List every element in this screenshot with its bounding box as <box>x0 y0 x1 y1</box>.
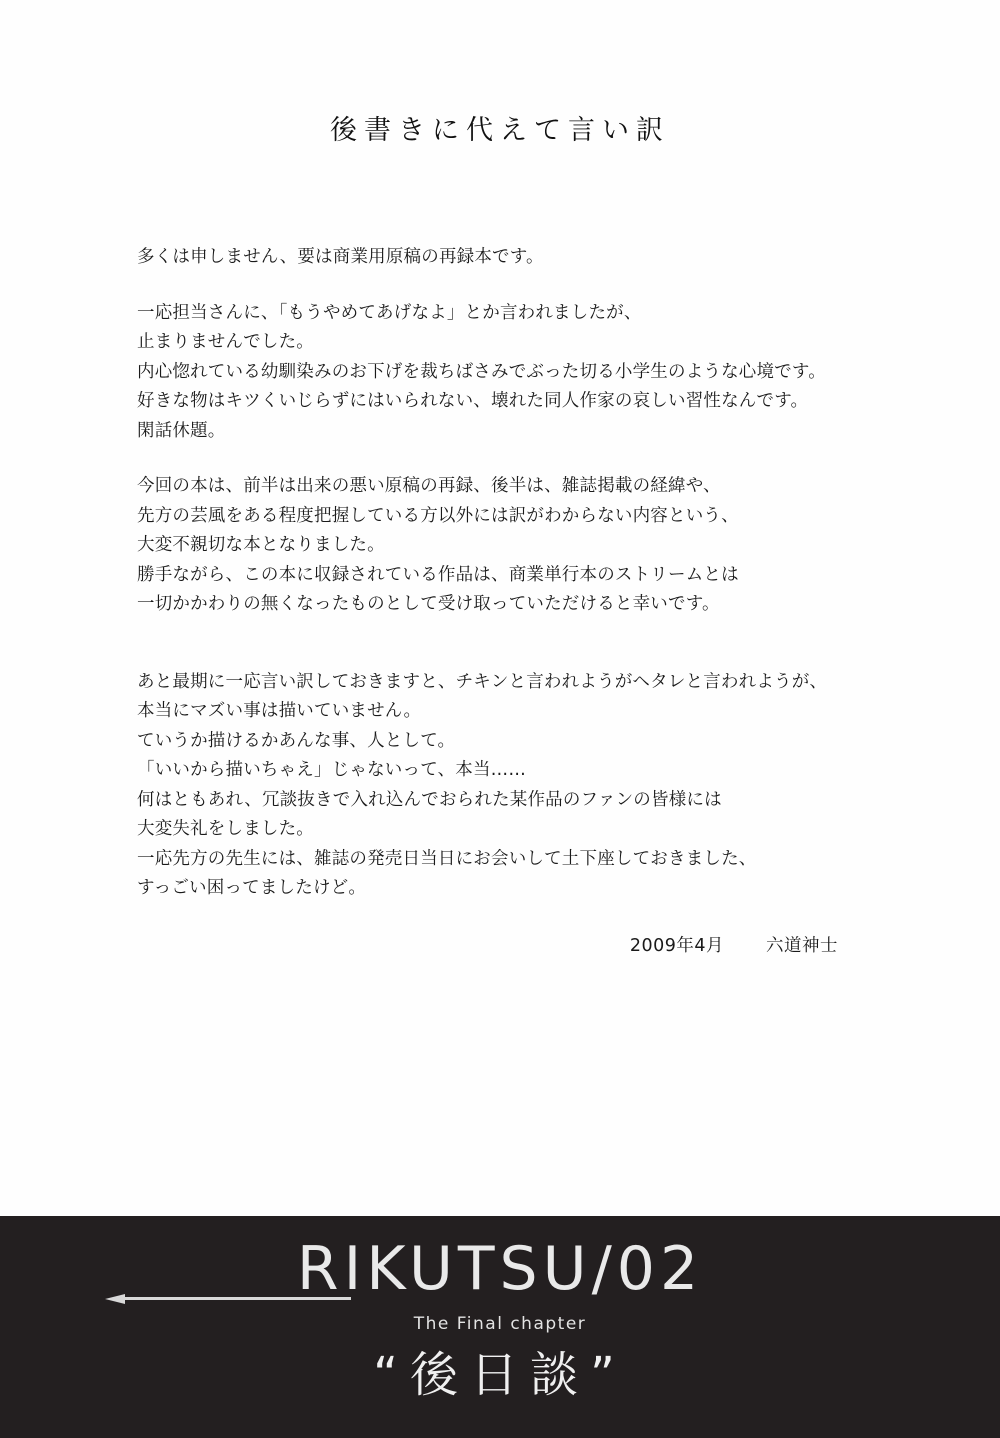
text-line: 何はともあれ、冗談抜きで入れ込んでおられた某作品のファンの皆様には <box>137 789 722 810</box>
text-line: 先方の芸風をある程度把握している方以外には訳がわからない内容という、 <box>137 505 739 526</box>
signature-block <box>0 932 838 957</box>
text-line: 一応先方の先生には、雑誌の発売日当日にお会いして土下座しておきました、 <box>137 848 757 869</box>
text-line: すっごい困ってましたけど。 <box>137 878 367 898</box>
text-line: 本当にマズい事は描いていません。 <box>137 701 422 721</box>
text-line: ていうか描けるかあんな事、人として。 <box>137 730 456 751</box>
signature-author: 六道神士 <box>766 936 838 956</box>
text-line: 一切かかわりの無くなったものとして受け取っていただけると幸いです。 <box>137 594 720 614</box>
text-line: あと最期に一応言い訳しておきますと、チキンと言われようがヘタレと言われようが、 <box>137 671 828 692</box>
afterword-body <box>137 243 927 904</box>
text-line: 一応担当さんに、「もうやめてあげなよ」とか言われましたが、 <box>137 302 642 323</box>
text-line: 「いいから描いちゃえ」じゃないって、本当…… <box>137 760 527 780</box>
text-line: 勝手ながら、この本に収録されている作品は、商業単行本のストリームとは <box>137 564 739 585</box>
paragraph-spacer <box>137 646 927 668</box>
footer-subtitle: The Final chapter <box>413 1314 587 1334</box>
footer-japanese-title: “後日談” <box>373 1347 627 1403</box>
text-line: 好きな物はキツくいじらずにはいられない、壊れた同人作家の哀しい習性なんです。 <box>137 391 809 411</box>
paragraph <box>137 668 927 904</box>
text-line: 今回の本は、前半は出来の悪い原稿の再録、後半は、雑誌掲載の経緯や、 <box>137 476 721 496</box>
paragraph <box>137 299 927 447</box>
paragraph <box>137 243 927 273</box>
text-line: 内心惚れている幼馴染みのお下げを裁ちばさみでぶった切る小学生のような心境です。 <box>137 361 826 382</box>
footer-banner <box>0 1216 1000 1438</box>
text-line: 止まりませんでした。 <box>137 332 314 352</box>
page-title: 後書きに代えて言い訳 <box>330 115 670 146</box>
text-line: 多くは申しません、要は商業用原稿の再録本です。 <box>137 247 544 267</box>
footer-logo: RIKUTSU/02 <box>296 1234 704 1304</box>
text-line: 閑話休題。 <box>137 420 226 441</box>
signature-date: 2009年4月 <box>629 936 724 956</box>
text-line: 大変失礼をしました。 <box>137 819 314 839</box>
text-line: 大変不親切な本となりました。 <box>137 535 385 555</box>
paragraph <box>137 472 927 620</box>
